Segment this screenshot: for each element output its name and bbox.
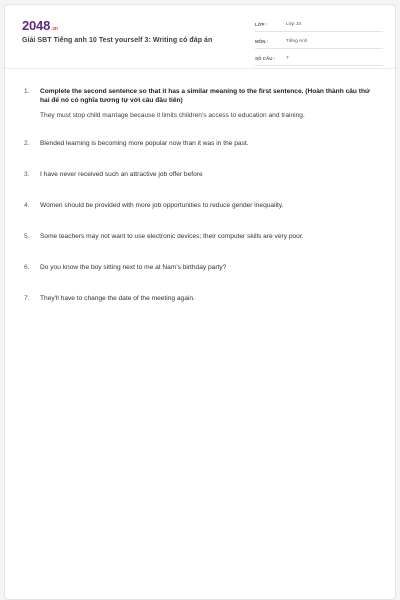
question-item [24, 232, 377, 241]
question-item [24, 87, 377, 120]
question-item [24, 170, 377, 179]
logo-main-text: 2048 [22, 18, 51, 33]
document-title: Giải SBT Tiếng anh 10 Test yourself 3: Writing có đáp án [22, 37, 213, 44]
question-sentence: Some teachers may not want to use electronic devices; their computer skills are very poor. [40, 233, 304, 240]
question-number: 5. [24, 233, 30, 240]
question-item [24, 139, 377, 148]
meta-label: LỚP : [255, 21, 268, 27]
question-item [24, 294, 377, 303]
question-sentence: Do you know the boy sitting next to me at Nam's birthday party? [40, 264, 227, 271]
meta-row-class [255, 17, 383, 32]
meta-value: Lớp 10 [286, 21, 302, 27]
question-item [24, 263, 377, 272]
question-body [40, 87, 377, 120]
question-list [5, 87, 395, 325]
question-number: 3. [24, 171, 30, 178]
question-item [24, 201, 377, 210]
meta-value: Tiếng Anh [286, 38, 308, 44]
document-meta [255, 17, 383, 68]
question-number: 2. [24, 140, 30, 147]
question-number: 4. [24, 202, 30, 209]
question-number: 6. [24, 264, 30, 271]
question-sentence: They'll have to change the date of the meeting again. [40, 295, 195, 302]
question-instruction: Complete the second sentence so that it has a similar meaning to the first sentence. (Hoàn thành câu thứ hai để nó có nghĩa tương tự với câu đầu tiên) [40, 88, 370, 104]
question-sentence: Women should be provided with more job opportunities to reduce gender inequality. [40, 202, 284, 209]
question-sentence: They must stop child marriage because it limits children's access to education and training. [40, 112, 305, 119]
site-logo[interactable] [22, 18, 58, 33]
logo-domain-text: .vn [51, 26, 58, 32]
question-number: 7. [24, 295, 30, 302]
meta-label: SỐ CÂU : [255, 55, 276, 61]
meta-row-subject [255, 34, 383, 49]
document-header [5, 5, 395, 69]
question-sentence: Blended learning is becoming more popular now than it was in the past. [40, 140, 249, 147]
meta-row-question-count [255, 51, 383, 66]
question-number: 1. [24, 88, 30, 95]
document-sheet [4, 4, 396, 600]
meta-label: MÔN : [255, 38, 269, 44]
meta-value: 7 [286, 55, 289, 61]
question-sentence: I have never received such an attractive job offer before [40, 171, 203, 178]
